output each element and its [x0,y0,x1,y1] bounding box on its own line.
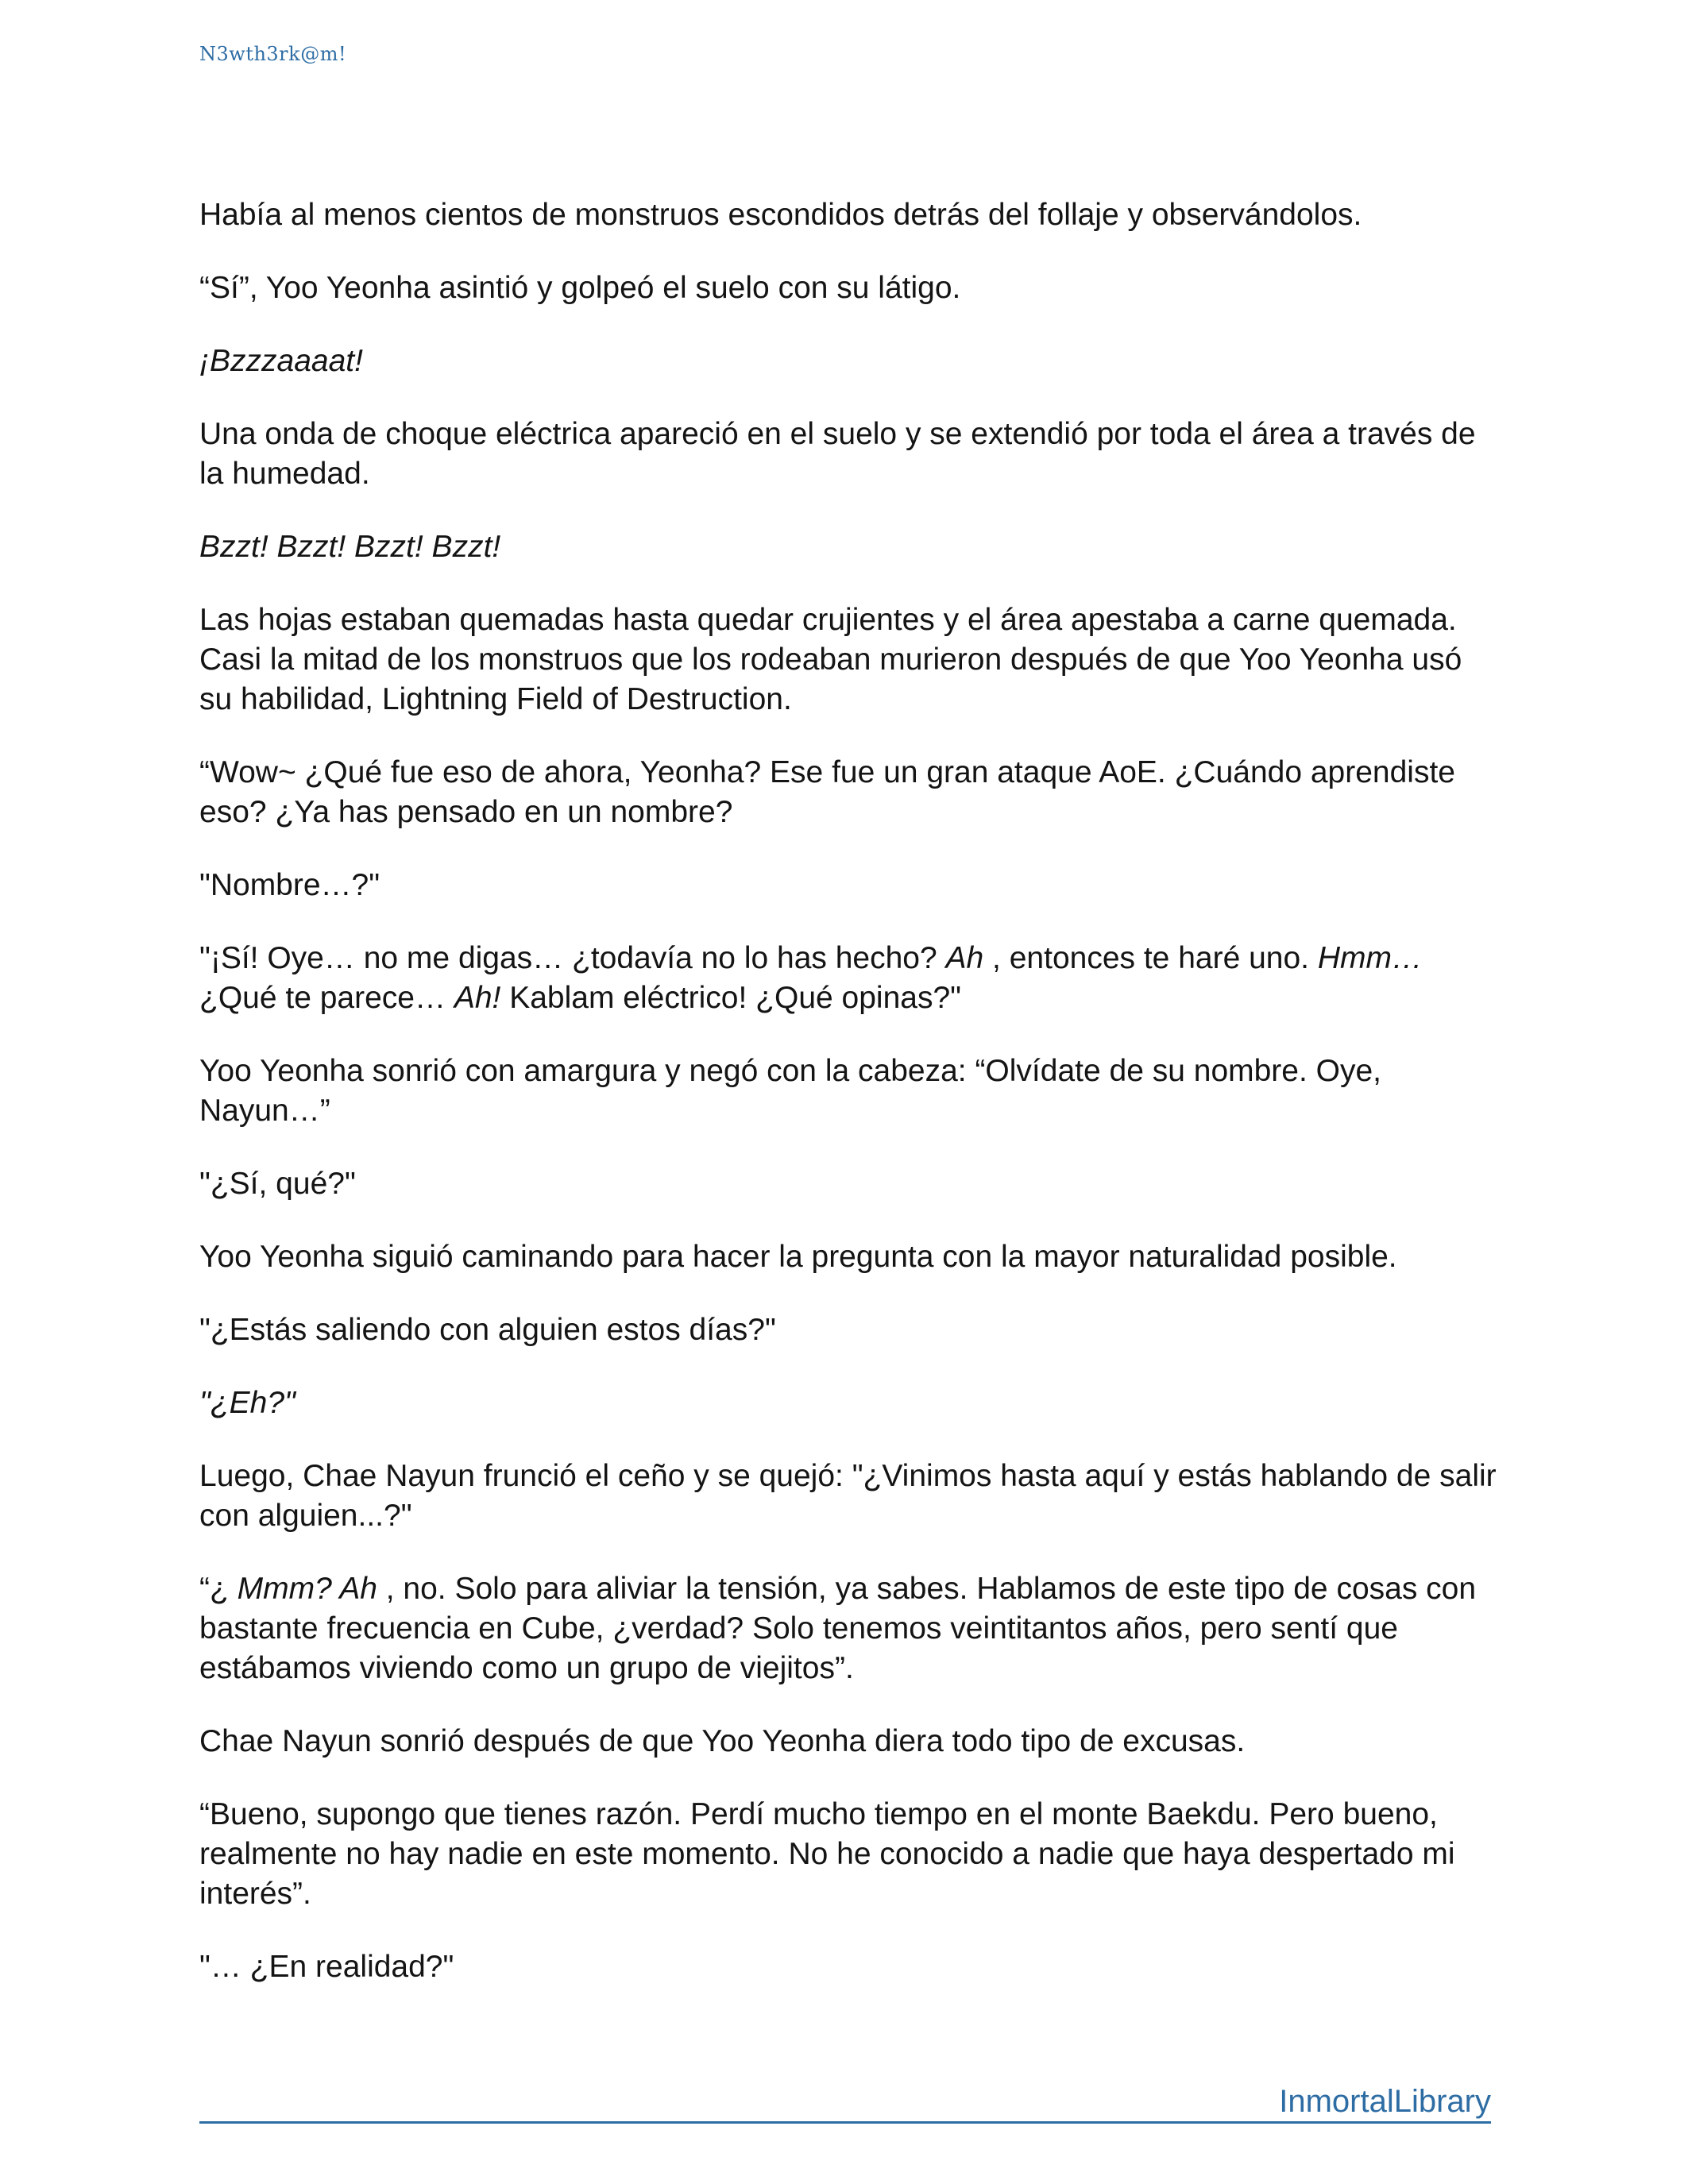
footer-rule [199,2121,1491,2124]
paragraph [199,600,1502,720]
paragraph [199,939,1502,1018]
paragraph [199,1310,1502,1350]
paragraph-text: "¡Sí! Oye… no me digas… ¿todavía no lo has hecho? [199,941,946,975]
paragraph [199,341,1502,381]
paragraph-text: “Wow~ ¿Qué fue eso de ahora, Yeonha? Ese fue un gran ataque AoE. ¿Cuándo aprendiste eso? ¿Ya has pensado en un nombre? [199,755,1455,829]
paragraph-text: Chae Nayun sonrió después de que Yoo Yeonha diera todo tipo de excusas. [199,1724,1246,1758]
paragraph-text: Yoo Yeonha sonrió con amargura y negó con la cabeza: “Olvídate de su nombre. Oye, Nayun…” [199,1054,1382,1128]
paragraph-text: “¿ [199,1572,238,1606]
paragraph-text: Había al menos cientos de monstruos escondidos detrás del follaje y observándolos. [199,198,1362,232]
italic-text: Bzzt! Bzzt! Bzzt! Bzzt! [199,530,501,564]
paragraph-text: "¿Sí, qué?" [199,1167,356,1201]
italic-text: Hmm… [1317,941,1423,975]
paragraph-text: “Bueno, supongo que tienes razón. Perdí mucho tiempo en el monte Baekdu. Pero bueno, realmente no hay nadie en este momento. No he conocido a nadie que haya despertado mi interés”. [199,1797,1455,1911]
paragraph-text: Kablam eléctrico! ¿Qué opinas?" [500,981,962,1015]
paragraph-text: "Nombre…?" [199,868,380,902]
paragraph-text: , entonces te haré uno. [983,941,1318,975]
italic-text: "¿Eh?" [199,1386,295,1420]
page-body [199,195,1502,2020]
paragraph [199,268,1502,308]
paragraph [199,527,1502,567]
paragraph-text: Yoo Yeonha siguió caminando para hacer la pregunta con la mayor naturalidad posible. [199,1240,1397,1274]
paragraph [199,1051,1502,1131]
paragraph-text: , no. Solo para aliviar la tensión, ya sabes. Hablamos de este tipo de cosas con bastante frecuencia en Cube, ¿verdad? Solo tenemos veintitantos años, pero sentí que estábamos viviendo como un grupo de viejitos”. [199,1572,1477,1685]
paragraph [199,1164,1502,1204]
paragraph-text: Las hojas estaban quemadas hasta quedar crujientes y el área apestaba a carne quemada. Casi la mitad de los monstruos que los rodeaban murieron después de que Yoo Yeonha usó su habilidad, Lightning Field of Destruction. [199,603,1462,716]
italic-text: Mmm? Ah [237,1572,377,1606]
footer-link[interactable]: InmortalLibrary [1279,2084,1491,2119]
paragraph-text: ¿Qué te parece… [199,981,454,1015]
paragraph [199,1457,1502,1536]
paragraph [199,1383,1502,1423]
italic-text: Ah [945,941,984,975]
paragraph-text: "¿Estás saliendo con alguien estos días?" [199,1313,776,1347]
header-watermark: N3wth3rk@m! [199,43,347,65]
paragraph-text: Luego, Chae Nayun frunció el ceño y se quejó: "¿Vinimos hasta aquí y estás hablando de salir con alguien...?" [199,1459,1497,1533]
paragraph [199,195,1502,235]
paragraph [199,1237,1502,1277]
paragraph [199,1722,1502,1761]
paragraph-text: "… ¿En realidad?" [199,1950,454,1984]
paragraph-text: “Sí”, Yoo Yeonha asintió y golpeó el suelo con su látigo. [199,271,961,305]
paragraph [199,753,1502,832]
paragraph [199,866,1502,905]
italic-text: ¡Bzzzaaaat! [199,344,363,378]
italic-text: Ah! [454,981,501,1015]
paragraph [199,1795,1502,1914]
paragraph [199,1569,1502,1688]
paragraph [199,1947,1502,1987]
paragraph-text: Una onda de choque eléctrica apareció en el suelo y se extendió por toda el área a través de la humedad. [199,417,1476,491]
paragraph [199,415,1502,494]
